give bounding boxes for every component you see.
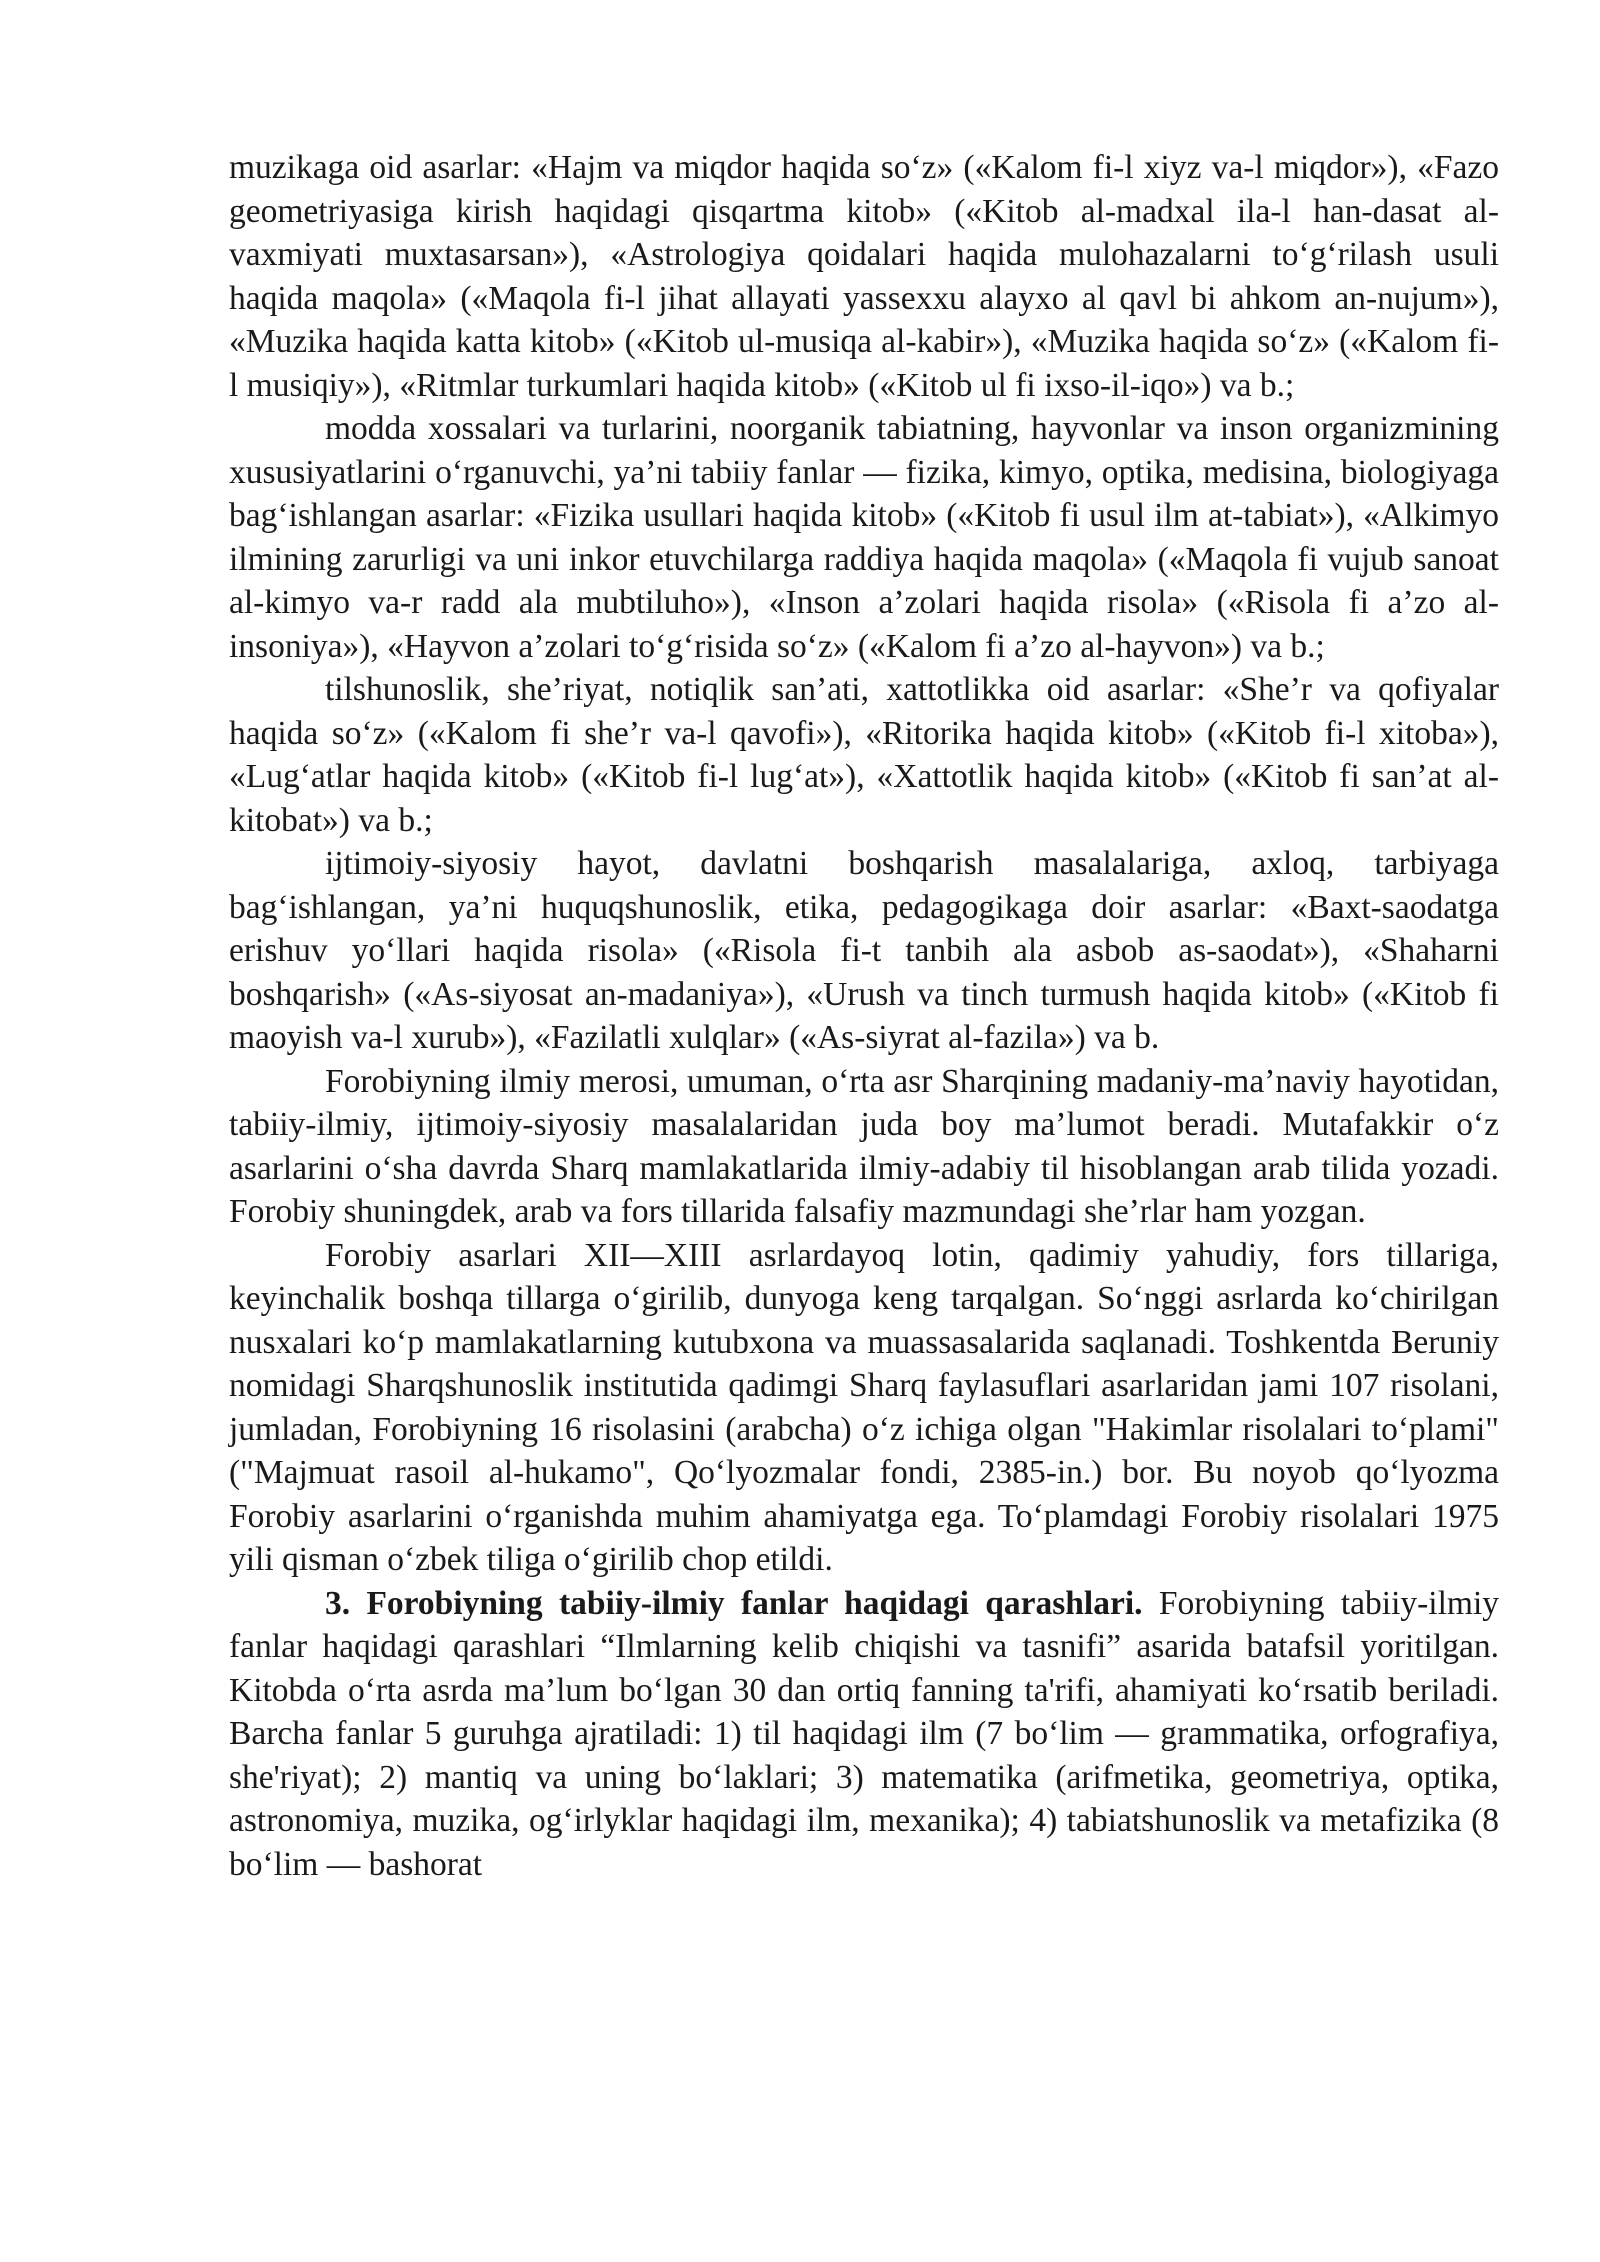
section-3-body: Forobiyning tabiiy-ilmiy fanlar haqidagi qarashlari “Ilmlarning kelib chiqishi va tasnifi” asarida batafsil yoritilgan. Kitobda o‘rta asrda ma’lum bo‘lgan 30 dan ortiq fanning ta'rifi, ahamiyati ko‘rsatib beriladi. Barcha fanlar 5 guruhga ajratiladi: 1) til haqidagi ilm (7 bo‘lim — grammatika, orfografiya, she'riyat); 2) mantiq va uning bo‘laklari; 3) matematika (arifmetika, geometriya, optika, astronomiya, muzika, og‘irlyklar haqidagi ilm, mexanika); 4) tabiatshunoslik va metafizika (8 bo‘lim — bashorat [229,1584,1500,1883]
paragraph-linguistics: tilshunoslik, she’riyat, notiqlik san’ati, xattotlikka oid asarlar: «She’r va qofiyalar haqida so‘z» («Kalom fi she’r va-l qavofi»), «Ritorika haqida kitob» («Kitob fi-l xitoba»), «Lug‘atlar haqida kitob» («Kitob fi-l lug‘at»), «Xattotlik haqida kitob» («Kitob fi san’at al-kitobat») va b.; [229,671,1499,839]
document-page [229,146,1499,1886]
paragraph-natural-sciences: modda xossalari va turlarini, noorganik tabiatning, hayvonlar va inson organizmining xususiyatlarini o‘rganuvchi, ya’ni tabiiy fanlar — fizika, kimyo, optika, medisina, biologiyaga bag‘ishlangan asarlar: «Fizika usullari haqida kitob» («Kitob fi usul ilm at-tabiat»), «Alkimyo ilmining zarurligi va uni inkor etuvchilarga raddiya haqida maqola» («Maqola fi vujub sanoat al-kimyo va-r radd ala mubtiluho»), «Inson a’zolari haqida risola» («Risola fi a’zo al-insoniya»), «Hayvon a’zolari to‘g‘risida so‘z» («Kalom fi a’zo al-hayvon») va b.; [229,410,1499,665]
section-heading: 3. Forobiyning tabiiy-ilmiy fanlar haqidagi qarashlari. [325,1584,1143,1622]
paragraph-translations: Forobiy asarlari XII—XIII asrlardayoq lotin, qadimiy yahudiy, fors tillariga, keyinchalik boshqa tillarga o‘girilib, dunyoga keng tarqalgan. So‘nggi asrlarda ko‘chirilgan nusxalari ko‘p mamlakatlarning kutubxona va muassasalarida saqlanadi. Toshkentda Beruniy nomidagi Sharqshunoslik institutida qadimgi Sharq faylasuflari asarlaridan jami 107 risolani, jumladan, Forobiyning 16 risolasini (arabcha) o‘z ichiga olgan "Hakimlar risolalari to‘plami" ("Majmuat rasoil al-hukamo", Qo‘lyozmalar fondi, 2385-in.) bor. Bu noyob qo‘lyozma Forobiy asarlarini o‘rganishda muhim ahamiyatga ega. To‘plamdagi Forobiy risolalari 1975 yili qisman o‘zbek tiliga o‘girilib chop etildi. [229,1236,1499,1578]
paragraph-section-3 [229,1582,1499,1887]
paragraph-social-political: ijtimoiy-siyosiy hayot, davlatni boshqarish masalalariga, axloq, tarbiyaga bag‘ishlangan, ya’ni huquqshunoslik, etika, pedagogikaga doir asarlar: «Baxt-saodatga erishuv yo‘llari haqida risola» («Risola fi-t tanbih ala asbob as-saodat»), «Shaharni boshqarish» («As-siyosat an-madaniya»), «Urush va tinch turmush haqida kitob» («Kitob fi maoyish va-l xurub»), «Fazilatli xulqlar» («As-siyrat al-fazila») va b. [229,845,1499,1056]
paragraph-scientific-heritage: Forobiyning ilmiy merosi, umuman, o‘rta asr Sharqining madaniy-ma’naviy hayotidan, tabiiy-ilmiy, ijtimoiy-siyosiy masalalaridan juda boy ma’lumot beradi. Mutafakkir o‘z asarlarini o‘sha davrda Sharq mamlakatlarida ilmiy-adabiy til hisoblangan arab tilida yozadi. Forobiy shuningdek, arab va fors tillarida falsafiy mazmundagi she’rlar ham yozgan. [229,1062,1499,1230]
paragraph-music-works: muzikaga oid asarlar: «Hajm va miqdor haqida so‘z» («Kalom fi-l xiyz va-l miqdor»), «Fazo geometriyasiga kirish haqidagi qisqartma kitob» («Kitob al-madxal ila-l han-dasat al-vaxmiyati muxtasarsan»), «Astrologiya qoidalari haqida mulohazalarni to‘g‘rilash usuli haqida maqola» («Maqola fi-l jihat allayati yassexxu alayxo al qavl bi ahkom an-nujum»), «Muzika haqida katta kitob» («Kitob ul-musiqa al-kabir»), «Muzika haqida so‘z» («Kalom fi-l musiqiy»), «Ritmlar turkumlari haqida kitob» («Kitob ul fi ixso-il-iqo») va b.; [229,149,1499,404]
